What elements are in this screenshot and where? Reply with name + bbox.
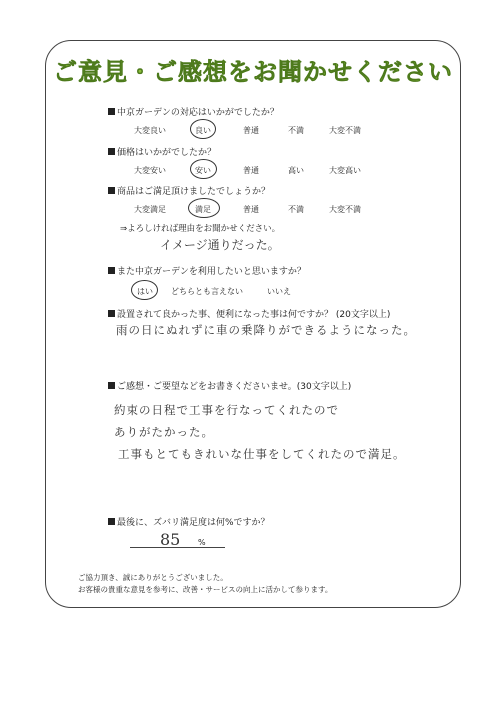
q6-handwritten-line-2: ありがたかった。 <box>114 425 214 439</box>
q4-option-1: どちらとも言えない <box>171 287 243 296</box>
q6-handwritten-line-3: 工事もとてもきれいな仕事をしてくれたので満足。 <box>118 447 406 461</box>
footer-thanks: ご協力頂き、誠にありがとうございました。 <box>78 573 228 582</box>
footer-note: お客様の貴重な意見を参考に、改善・サービスの向上に活かして参ります。 <box>78 585 333 594</box>
q1-option-4: 大変不満 <box>329 126 361 135</box>
question-3-text: 商品はご満足頂けましたでしょうか？ <box>117 187 271 197</box>
q3-option-2: 普通 <box>243 205 259 214</box>
q7-handwritten-percent: 85 <box>160 530 181 549</box>
bullet-square-icon <box>108 187 115 194</box>
q1-selection-circle <box>190 119 216 139</box>
q3-reason-prompt: ⇒よろしければ理由をお聞かせください。 <box>120 224 281 234</box>
q2-option-0: 大変安い <box>134 166 166 175</box>
q2-option-3: 高い <box>288 166 304 175</box>
question-7-text: 最後に、ズバリ満足度は何%ですか？ <box>117 518 270 528</box>
q7-percent-unit: % <box>198 538 206 547</box>
bullet-square-icon <box>108 382 115 389</box>
q1-option-2: 普通 <box>243 126 259 135</box>
q3-selection-circle <box>188 198 220 218</box>
question-4 <box>108 264 306 277</box>
question-5-text: 設置されて良かった事、便利になった事は何ですか？ (20文字以上) <box>117 310 391 320</box>
q4-option-2: いいえ <box>267 287 291 296</box>
question-2-text: 価格はいかがでしたか？ <box>117 148 217 158</box>
q6-handwritten-line-1: 約束の日程で工事を行なってくれたので <box>114 403 339 417</box>
q3-option-1: 満足 <box>195 205 211 214</box>
question-5 <box>108 307 390 320</box>
question-3 <box>108 184 270 197</box>
q1-option-1: 良い <box>195 126 211 135</box>
q1-option-0: 大変良い <box>134 126 166 135</box>
q2-option-4: 大変高い <box>329 166 361 175</box>
q5-handwritten-answer: 雨の日にぬれずに車の乗降りができるようになった。 <box>116 323 416 337</box>
q2-selection-circle <box>190 159 217 179</box>
q2-option-1: 安い <box>195 166 211 175</box>
bullet-square-icon <box>108 148 115 155</box>
bullet-square-icon <box>108 108 115 115</box>
q3-option-4: 大変不満 <box>329 205 361 214</box>
question-4-text: また中京ガーデンを利用したいと思いますか？ <box>117 267 306 277</box>
q4-option-0: はい <box>137 287 153 296</box>
question-6-text: ご感想・ご要望などをお書きくださいませ。(30文字以上) <box>117 382 352 392</box>
q2-option-2: 普通 <box>243 166 259 175</box>
q4-selection-circle <box>131 280 158 300</box>
bullet-square-icon <box>108 518 115 525</box>
question-1 <box>108 105 279 118</box>
question-1-text: 中京ガーデンの対応はいかがでしたか？ <box>117 108 279 118</box>
bullet-square-icon <box>108 310 115 317</box>
question-7 <box>108 515 270 528</box>
question-2 <box>108 145 216 158</box>
survey-title: ご意見・ご感想をお聞かせください <box>53 58 453 86</box>
question-6 <box>108 379 351 392</box>
q3-option-0: 大変満足 <box>134 205 166 214</box>
q3-option-3: 不満 <box>288 205 304 214</box>
q3-handwritten-reason: イメージ通りだった。 <box>160 238 280 252</box>
q1-option-3: 不満 <box>288 126 304 135</box>
bullet-square-icon <box>108 267 115 274</box>
q7-answer-underline <box>130 547 225 548</box>
